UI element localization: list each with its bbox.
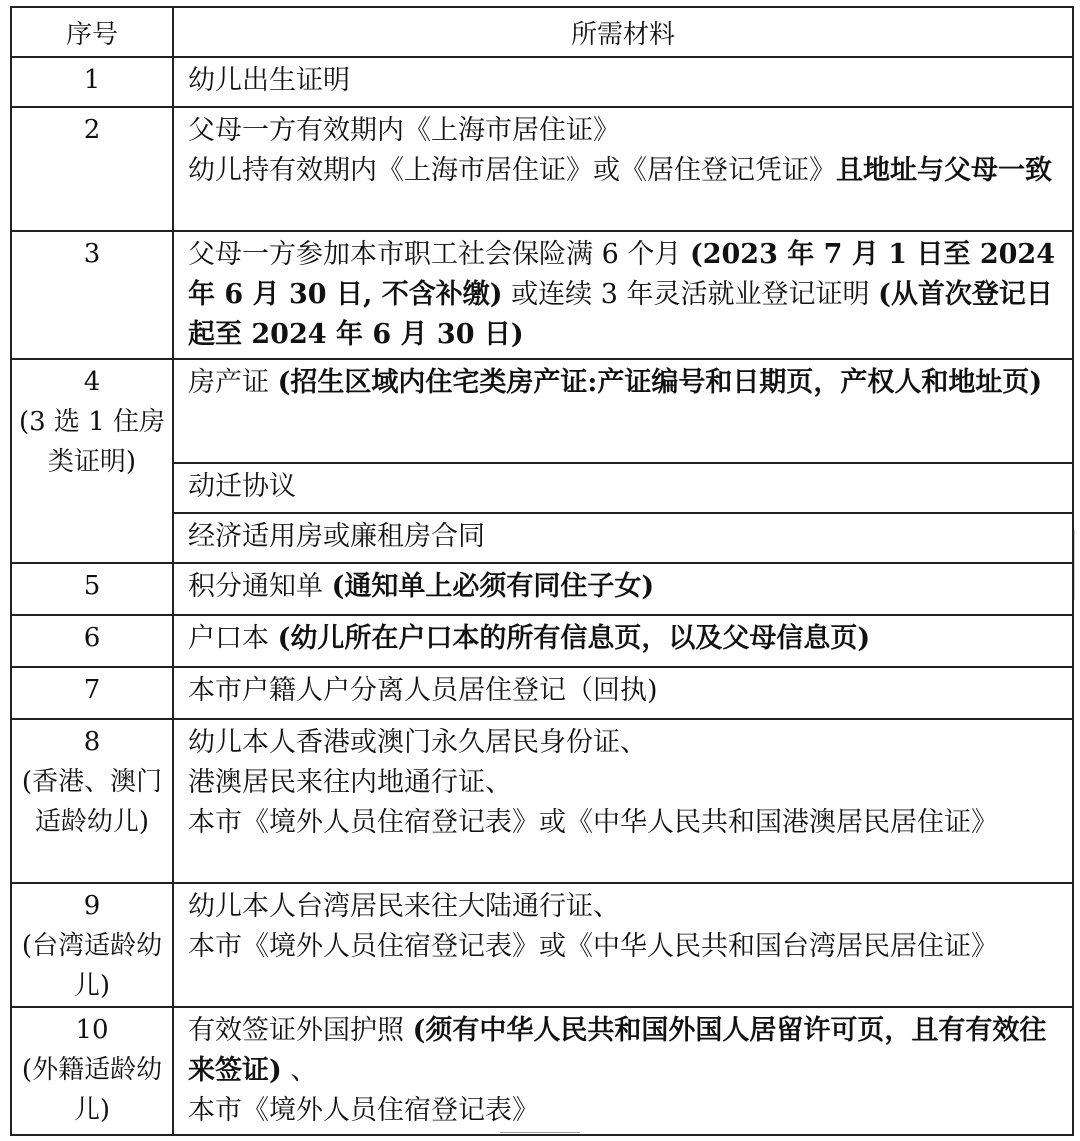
- row-materials: 幼儿出生证明: [173, 57, 1073, 107]
- table-row: [11, 231, 1073, 359]
- row-number-cell: [11, 359, 173, 563]
- table-header-row: [11, 7, 1073, 57]
- table-row: [11, 883, 1073, 1007]
- table-row: [11, 615, 1073, 667]
- row-materials: [173, 719, 1073, 883]
- row-number: 2: [11, 107, 173, 231]
- material-line: 幼儿本人台湾居民来往大陆通行证、: [188, 891, 620, 922]
- material-line: 幼儿持有效期内《上海市居住证》或《居住登记凭证》: [188, 155, 836, 186]
- row-number: 8: [83, 727, 101, 757]
- row-materials: [173, 615, 1073, 667]
- row-materials: 本市户籍人户分离人员居住登记（回执): [173, 667, 1073, 719]
- row-number-cell: [11, 883, 173, 1007]
- material-emphasis: (幼儿所在户口本的所有信息页，以及父母信息页): [277, 623, 871, 654]
- row-materials: 动迁协议: [173, 463, 1073, 513]
- material-emphasis: (2023 年 7 月 1 日至 2024 年 6 月 30 日, 不含补缴): [188, 239, 1055, 310]
- material-text: 户口本: [188, 623, 269, 654]
- row-number-cell: [11, 719, 173, 883]
- row-number: 9: [83, 891, 101, 921]
- material-line: 港澳居民来往内地通行证、: [188, 767, 512, 798]
- material-line: 本市《境外人员住宿登记表》: [188, 1095, 539, 1126]
- material-line: 本市《境外人员住宿登记表》或《中华人民共和国台湾居民居住证》: [188, 931, 998, 962]
- material-line: 父母一方有效期内《上海市居住证》: [188, 115, 620, 146]
- row-number: 1: [11, 57, 173, 107]
- row-note: (台湾适龄幼儿): [21, 931, 163, 1001]
- material-text: 积分通知单: [188, 571, 323, 602]
- row-materials: [173, 1007, 1073, 1135]
- row-number: 3: [11, 231, 173, 359]
- table-row: [11, 563, 1073, 615]
- row-number-cell: [11, 1007, 173, 1135]
- materials-table: [10, 6, 1074, 1136]
- row-note: (外籍适龄幼儿): [21, 1055, 163, 1125]
- row-note: (香港、澳门适龄幼儿): [21, 767, 163, 837]
- material-emphasis: (招生区域内住宅类房产证:产证编号和日期页，产权人和地址页): [277, 367, 1043, 398]
- row-materials: [173, 359, 1073, 463]
- row-materials: 经济适用房或廉租房合同: [173, 513, 1073, 563]
- material-text: 房产证: [188, 367, 269, 398]
- row-materials: [173, 107, 1073, 231]
- table-row: [11, 359, 1073, 463]
- material-emphasis: (从首次登记日起至 2024 年 6 月 30 日): [188, 279, 1053, 350]
- material-text: 、: [290, 1055, 318, 1086]
- row-number: 7: [11, 667, 173, 719]
- table-row: [11, 667, 1073, 719]
- table-row: [11, 107, 1073, 231]
- row-materials: [173, 883, 1073, 1007]
- material-line: 本市《境外人员住宿登记表》或《中华人民共和国港澳居民居住证》: [188, 807, 998, 838]
- row-number: 4: [83, 367, 101, 397]
- material-text: 父母一方参加本市职工社会保险满 6 个月: [188, 239, 682, 270]
- row-materials: [173, 563, 1073, 615]
- table-row: [11, 719, 1073, 883]
- material-text: 有效签证外国护照: [188, 1015, 404, 1046]
- page-edge-mark: [1074, 530, 1080, 600]
- material-emphasis: (通知单上必须有同住子女): [331, 571, 655, 602]
- table-row: [11, 57, 1073, 107]
- material-emphasis: (须有中华人民共和国外国人居留许可页，且有有效往来签证): [188, 1015, 1047, 1086]
- header-materials: 所需材料: [173, 7, 1073, 57]
- material-emphasis: 且地址与父母一致: [836, 155, 1052, 186]
- row-materials: [173, 231, 1073, 359]
- header-number: 序号: [11, 7, 173, 57]
- table-row: [11, 1007, 1073, 1135]
- material-text: 或连续 3 年灵活就业登记证明: [511, 279, 870, 310]
- row-number: 6: [11, 615, 173, 667]
- row-number: 10: [75, 1015, 109, 1045]
- row-number: 5: [11, 563, 173, 615]
- material-line: 幼儿本人香港或澳门永久居民身份证、: [188, 727, 647, 758]
- row-note: (3 选 1 住房类证明): [18, 407, 166, 477]
